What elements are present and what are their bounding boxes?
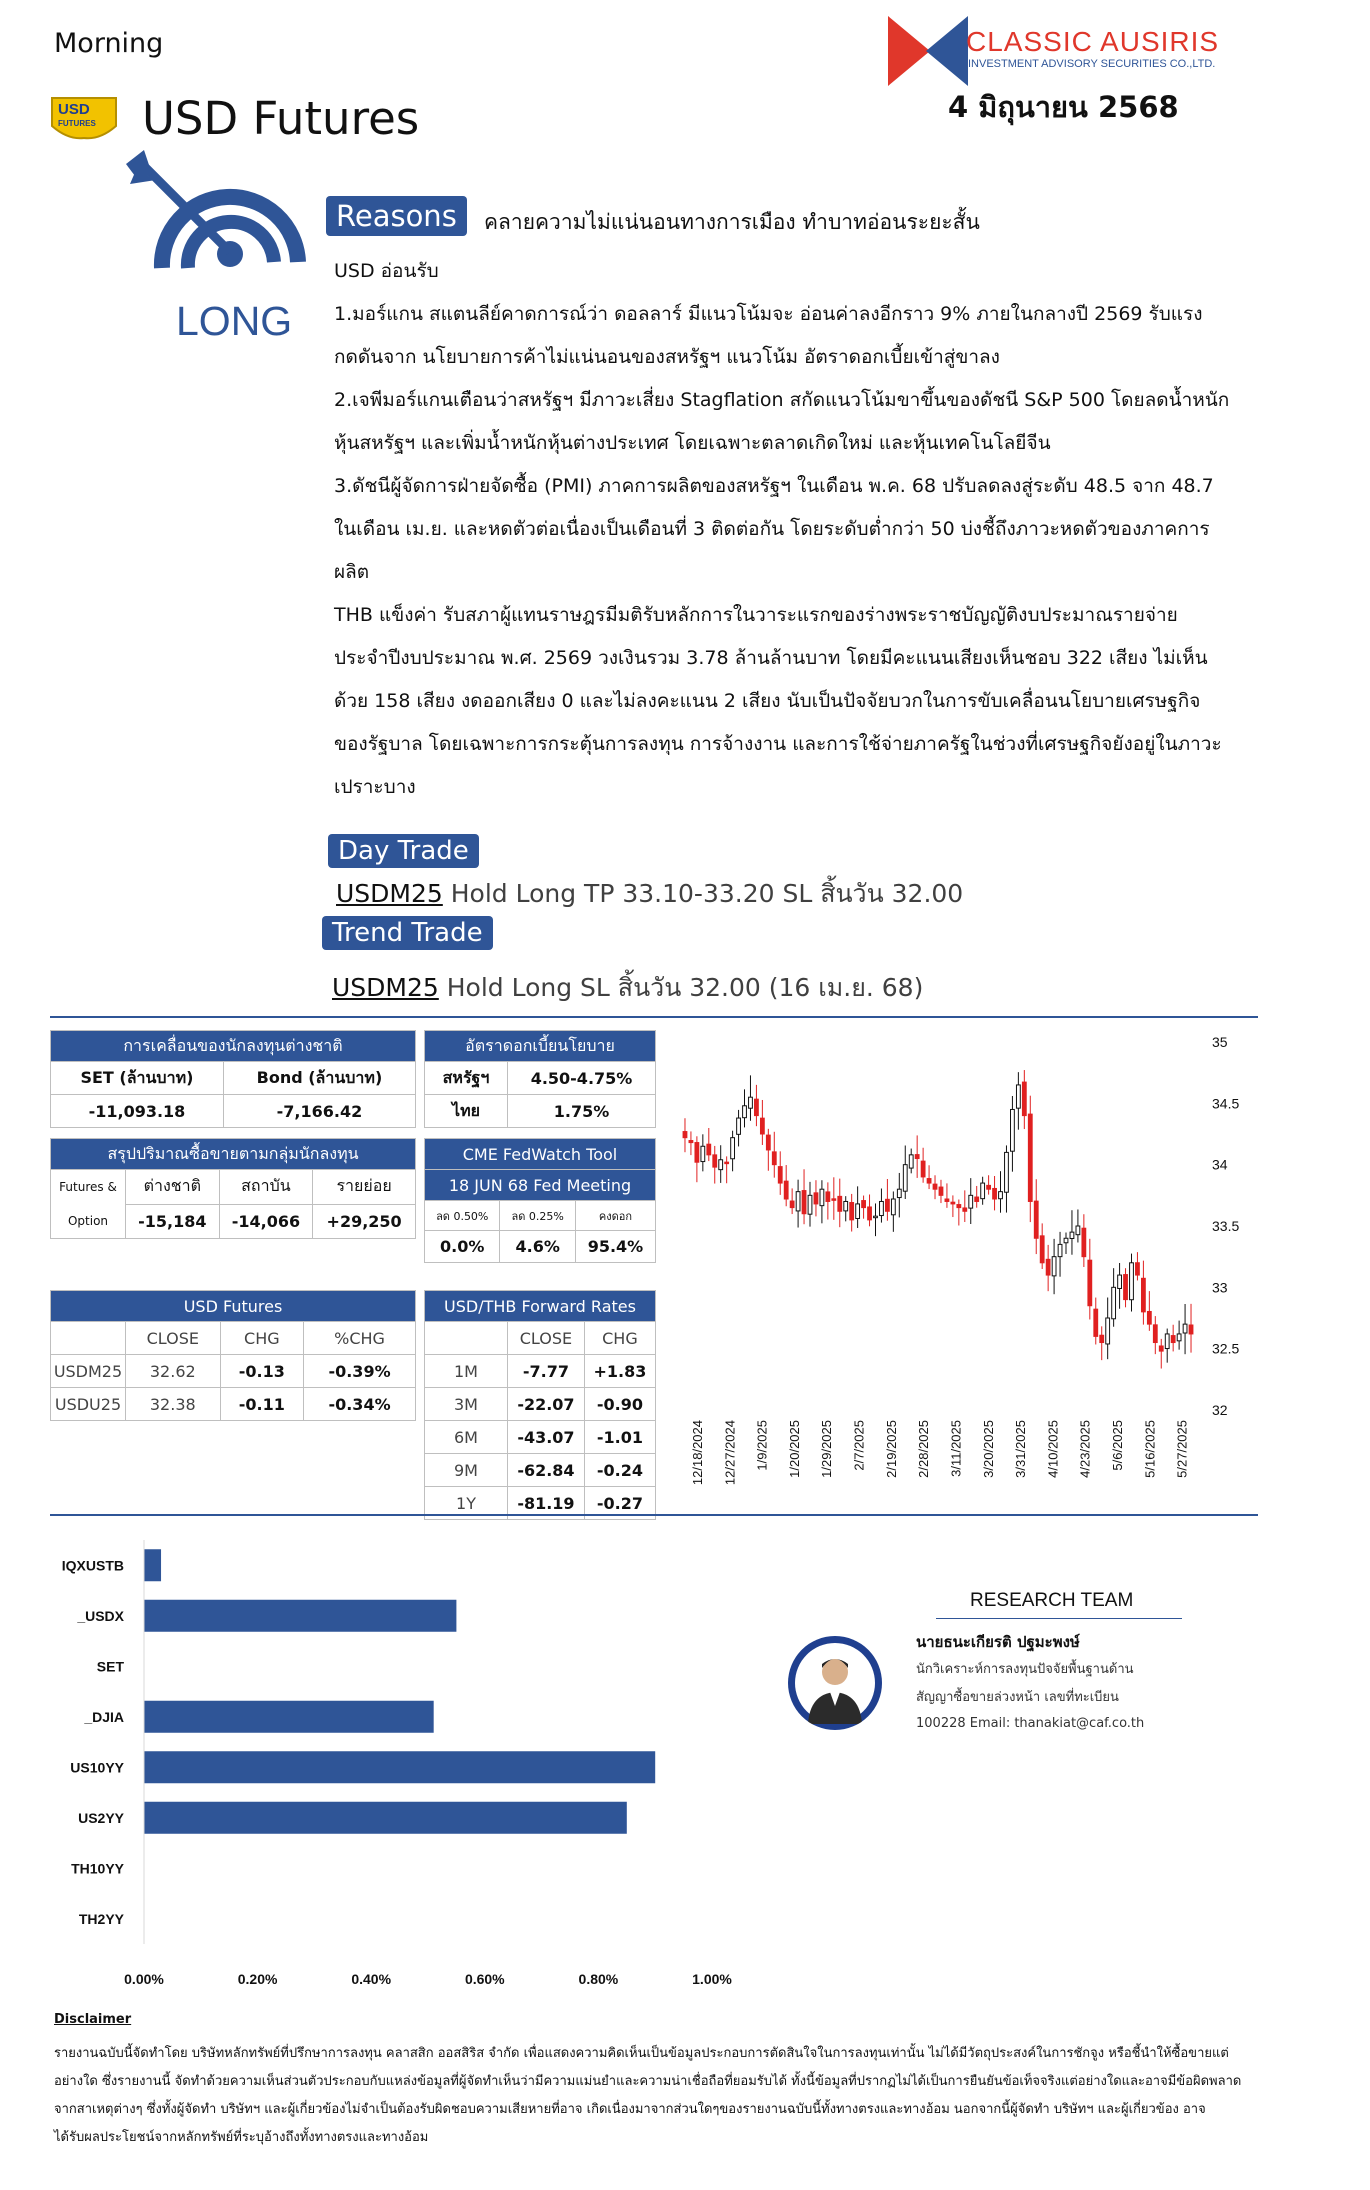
candle-body: [1165, 1334, 1169, 1349]
candle-body: [725, 1162, 729, 1164]
hold-value: 95.4%: [575, 1231, 655, 1263]
cut50-value: 0.0%: [425, 1231, 500, 1263]
candle-body: [945, 1199, 949, 1201]
reasons-body: [334, 250, 1334, 809]
disclaimer-title: Disclaimer: [54, 2012, 132, 2027]
chg-header: CHG: [220, 1322, 304, 1355]
candle-body: [921, 1161, 925, 1177]
candle-body: [850, 1203, 854, 1220]
reasons-label: Reasons: [326, 196, 467, 236]
reason-line: USD อ่อนรับ: [334, 260, 439, 282]
candle-body: [1183, 1324, 1187, 1333]
day-trade-text: Hold Long TP 33.10-33.20 SL สิ้นวัน 32.00: [442, 879, 964, 908]
candle-body: [1147, 1311, 1151, 1324]
bar-category-label: _USDX: [77, 1607, 124, 1624]
candle-body: [1171, 1336, 1175, 1343]
edition-label: Morning: [54, 28, 164, 59]
x-tick-label: 0.60%: [464, 1971, 505, 1987]
research-title-underline: [936, 1618, 1182, 1619]
pctchg-header: %CHG: [304, 1322, 416, 1355]
candle-body: [802, 1191, 806, 1214]
chg-header: CHG: [584, 1322, 655, 1355]
candle-body: [820, 1189, 824, 1205]
candle-body: [909, 1155, 913, 1168]
x-tick-label: 1.00%: [692, 1971, 732, 1987]
candle-body: [933, 1184, 937, 1189]
candle-body: [1052, 1257, 1056, 1276]
chg-cell: -0.90: [584, 1388, 655, 1421]
retail-header: รายย่อย: [313, 1170, 416, 1205]
target-dart-icon: [126, 150, 306, 275]
bar-category-label: US2YY: [78, 1809, 124, 1826]
bar: [144, 1600, 456, 1632]
close-cell: -81.19: [508, 1487, 585, 1520]
close-cell: -62.84: [508, 1454, 585, 1487]
candle-body: [784, 1181, 788, 1199]
candle-body: [897, 1189, 901, 1197]
y-tick-label: 32.5: [1212, 1340, 1240, 1357]
candle-body: [796, 1192, 800, 1211]
report-date: 4 มิถุนายน 2568: [948, 90, 1179, 124]
bar: [144, 1802, 627, 1834]
svg-text:FUTURES: FUTURES: [58, 119, 96, 128]
candle-body: [1189, 1325, 1193, 1334]
reason-line: ของรัฐบาล โดยเฉพาะการกระตุ้นการลงทุน การจ้างงาน และการใช้จ่ายภาครัฐในช่วงที่เศรษฐกิจยังอยู่ในภาวะ: [334, 733, 1222, 755]
reason-line: ประจำปีงบประมาณ พ.ศ. 2569 วงเงินรวม 3.78 ล้านล้านบาท โดยมีคะแนนเสียงเห็นชอบ 322 เสียง ไม่เห็น: [334, 647, 1208, 669]
candle-body: [856, 1204, 860, 1219]
x-tick-label: 5/6/2025: [1110, 1420, 1126, 1471]
candle-body: [1088, 1260, 1092, 1306]
candle-body: [826, 1192, 830, 1202]
chg-cell: +1.83: [584, 1355, 655, 1388]
analyst-role-line1: นักวิเคราะห์การลงทุนปัจจัยพื้นฐานด้าน: [916, 1662, 1134, 1677]
tenor-cell: 3M: [425, 1388, 508, 1421]
candle-body: [1124, 1275, 1128, 1300]
trend-trade-recommendation: [332, 968, 923, 1008]
th-rate: 1.75%: [508, 1095, 656, 1128]
y-tick-label: 32: [1212, 1402, 1228, 1418]
candle-body: [862, 1201, 866, 1208]
pctchg-cell: -0.39%: [304, 1355, 416, 1388]
analyst-avatar: [788, 1636, 882, 1730]
candle-body: [1028, 1114, 1032, 1201]
disclaimer-body: [54, 2040, 1314, 2152]
chg-cell: -0.11: [220, 1388, 304, 1421]
candle-body: [1100, 1335, 1104, 1342]
candle-body: [1118, 1275, 1122, 1288]
page-title: USD Futures: [142, 92, 420, 145]
company-logo-icon: [888, 16, 968, 86]
research-team-title: RESEARCH TEAM: [970, 1590, 1134, 1611]
close-cell: -22.07: [508, 1388, 585, 1421]
chg-cell: -0.13: [220, 1355, 304, 1388]
x-tick-label: 5/27/2025: [1174, 1420, 1190, 1478]
policy-rate-table: [424, 1030, 656, 1128]
chg-cell: -0.27: [584, 1487, 655, 1520]
candle-body: [999, 1192, 1003, 1199]
chg-cell: -1.01: [584, 1421, 655, 1454]
candle-body: [987, 1185, 991, 1189]
candle-body: [874, 1216, 878, 1218]
analyst-contact: 100228 Email: thanakiat@caf.co.th: [916, 1716, 1145, 1731]
foreign-flow-table: [50, 1030, 416, 1128]
day-trade-symbol: USDM25: [336, 879, 443, 908]
x-tick-label: 0.00%: [124, 1971, 164, 1987]
candle-body: [885, 1199, 889, 1211]
y-tick-label: 34.5: [1212, 1095, 1240, 1112]
x-tick-label: 0.20%: [237, 1971, 278, 1987]
y-tick-label: 33.5: [1212, 1218, 1240, 1234]
candle-body: [1094, 1309, 1098, 1336]
x-tick-label: 2/7/2025: [851, 1420, 867, 1471]
candle-body: [1106, 1318, 1110, 1344]
candle-body: [975, 1197, 979, 1201]
investor-summary-title: สรุปปริมาณซื้อขายตามกลุ่มนักลงทุน: [51, 1139, 416, 1170]
us-label: สหรัฐฯ: [425, 1062, 508, 1095]
candle-body: [1070, 1232, 1074, 1238]
day-trade-label: Day Trade: [328, 834, 479, 868]
foreign-header: ต่างชาติ: [126, 1170, 220, 1205]
close-cell: -7.77: [508, 1355, 585, 1388]
x-tick-label: 12/18/2024: [690, 1420, 705, 1486]
table-row: [51, 1388, 416, 1421]
x-tick-label: 12/27/2024: [722, 1420, 738, 1486]
tenor-cell: 1Y: [425, 1487, 508, 1520]
x-tick-label: 4/10/2025: [1045, 1420, 1061, 1478]
reason-line: ผลิต: [334, 561, 370, 583]
x-tick-label: 0.40%: [351, 1971, 392, 1987]
x-tick-label: 2/19/2025: [883, 1420, 899, 1478]
candle-body: [1005, 1152, 1009, 1192]
candle-body: [1177, 1334, 1181, 1341]
tenor-cell: 6M: [425, 1421, 508, 1454]
candle-body: [927, 1179, 931, 1184]
section-divider: [50, 1514, 1258, 1516]
bar-category-label: SET: [96, 1658, 124, 1675]
hold-header: คงดอก: [575, 1201, 655, 1231]
reason-line: ด้วย 158 เสียง งดออกเสียง 0 และไม่ลงคะแนน 2 เสียง นับเป็นปัจจัยบวกในการขับเคลื่อนนโยบายเศรษฐกิจ: [334, 690, 1201, 712]
x-tick-label: 3/31/2025: [1013, 1420, 1029, 1478]
section-divider: [50, 1016, 1258, 1018]
candle-body: [695, 1143, 699, 1163]
x-tick-label: 1/20/2025: [786, 1420, 802, 1478]
fedwatch-meeting: 18 JUN 68 Fed Meeting: [425, 1170, 656, 1201]
bar-category-label: TH10YY: [71, 1860, 124, 1877]
candle-body: [993, 1188, 997, 1199]
candle-body: [1022, 1082, 1026, 1116]
foreign-value: -15,184: [126, 1204, 220, 1239]
reason-line: 3.ดัชนีผู้จัดการฝ่ายจัดซื้อ (PMI) ภาคการผลิตของสหรัฐฯ ในเดือน พ.ค. 68 ปรับลดลงสู่ระดับ 48.5 จาก 48.7: [334, 475, 1214, 497]
bond-header: Bond (ล้านบาท): [223, 1062, 415, 1095]
x-tick-label: 1/9/2025: [754, 1420, 770, 1471]
candle-body: [1040, 1236, 1044, 1263]
foreign-flow-title: การเคลื่อนของนักลงทุนต่างชาติ: [51, 1031, 416, 1062]
fedwatch-title: CME FedWatch Tool: [425, 1139, 656, 1170]
close-header: CLOSE: [126, 1322, 221, 1355]
bar: [144, 1549, 161, 1581]
candle-body: [1076, 1226, 1080, 1235]
candle-body: [957, 1205, 961, 1208]
disclaimer-line: อย่างใด ซึ่งรายงานนี้ จัดทำด้วยความเห็นส่วนตัวประกอบกับแหล่งข้อมูลที่ผู้จัดทำเห็นว่ามีความแม่นยำและความน่าเชื่อถือที่ยอมรับได้ ทั้งนี้ข้อมูลที่ปรากฏไม่ได้เป็นการยืนยันข้อเท็จจริงแต่อย่างใดและอาจมีข้อผิดพลาด: [54, 2074, 1242, 2089]
th-label: ไทย: [425, 1095, 508, 1128]
candle-body: [683, 1132, 687, 1138]
candle-body: [1153, 1325, 1157, 1343]
close-cell: 32.62: [126, 1355, 221, 1388]
reason-line: กดดันจาก นโยบายการค้าไม่แน่นอนของสหรัฐฯ แนวโน้ม อัตราดอกเบี้ยเข้าสู่ขาลง: [334, 346, 1000, 368]
trend-trade-label: Trend Trade: [322, 916, 493, 950]
tenor-cell: 9M: [425, 1454, 508, 1487]
disclaimer-line: ได้รับผลประโยชน์จากหลักทรัพย์ที่ระบุอ้างถึงทั้งทางตรงและทางอ้อม: [54, 2130, 429, 2145]
chg-cell: -0.24: [584, 1454, 655, 1487]
institution-header: สถาบัน: [219, 1170, 313, 1205]
y-tick-label: 33: [1212, 1279, 1228, 1296]
candle-body: [868, 1207, 872, 1220]
candle-body: [737, 1118, 741, 1134]
reason-line: หุ้นสหรัฐฯ และเพิ่มน้ำหนักหุ้นต่างประเทศ โดยเฉพาะตลาดเกิดใหม่ และหุ้นเทคโนโลยีจีน: [334, 432, 1051, 454]
contract-cell: USDM25: [51, 1355, 126, 1388]
candle-body: [749, 1097, 753, 1108]
x-tick-label: 4/23/2025: [1077, 1420, 1093, 1478]
candle-body: [838, 1196, 842, 1211]
bar-category-label: TH2YY: [78, 1910, 124, 1927]
analyst-role-line2: สัญญาซื้อขายล่วงหน้า เลขที่ทะเบียน: [916, 1690, 1119, 1705]
cut50-header: ลด 0.50%: [425, 1201, 500, 1231]
bar: [144, 1751, 655, 1783]
candle-body: [790, 1201, 794, 1208]
candle-body: [814, 1193, 818, 1204]
trend-trade-text: Hold Long SL สิ้นวัน 32.00 (16 เม.ย. 68): [438, 973, 924, 1002]
svg-text:USD: USD: [58, 101, 90, 118]
reason-line: ในเดือน เม.ย. และหดตัวต่อเนื่องเป็นเดือนที่ 3 ติดต่อกัน โดยระดับต่ำกว่า 50 บ่งชี้ถึงภาวะหดตัวของภาคการ: [334, 518, 1210, 540]
table-row: [425, 1454, 656, 1487]
y-tick-label: 35: [1212, 1034, 1228, 1050]
candle-body: [707, 1144, 711, 1155]
company-subtitle: INVESTMENT ADVISORY SECURITIES CO.,LTD.: [968, 58, 1216, 70]
candle-body: [915, 1155, 919, 1159]
candle-body: [766, 1135, 770, 1150]
candle-body: [1046, 1259, 1050, 1275]
candle-body: [969, 1195, 973, 1208]
market-change-bar-chart: [40, 1526, 780, 1996]
trend-trade-symbol: USDM25: [332, 973, 439, 1002]
candle-body: [891, 1199, 895, 1215]
usd-futures-logo-icon: [50, 96, 118, 140]
x-tick-label: 2/28/2025: [916, 1420, 932, 1478]
candle-body: [981, 1183, 985, 1199]
candle-body: [1064, 1238, 1068, 1243]
cut25-header: ลด 0.25%: [500, 1201, 575, 1231]
candle-body: [832, 1199, 836, 1201]
analyst-name: นายธนะเกียรติ ปฐมะพงษ์: [916, 1633, 1080, 1651]
tenor-cell: 1M: [425, 1355, 508, 1388]
forward-rates-table: [424, 1290, 656, 1520]
usd-futures-title: USD Futures: [51, 1291, 416, 1322]
candle-body: [844, 1201, 848, 1210]
candle-body: [808, 1195, 812, 1214]
disclaimer-line: รายงานฉบับนี้จัดทำโดย บริษัทหลักทรัพย์ที่ปรึกษาการลงทุน คลาสสิก ออสสิริส จำกัด เพื่อแสดงความคิดเห็นเป็นข้อมูลประกอบการตัดสินใจในการลงทุนเท่านั้น ไม่ได้มีวัตถุประสงค์ในการชักจูง หรือชี้นำให้ซื้อขายแต่: [54, 2046, 1229, 2061]
day-trade-recommendation: [336, 874, 963, 914]
contract-cell: USDU25: [51, 1388, 126, 1421]
candle-body: [903, 1165, 907, 1192]
cut25-value: 4.6%: [500, 1231, 575, 1263]
candle-body: [1159, 1346, 1163, 1351]
candle-body: [1130, 1263, 1134, 1300]
bar-category-label: IQXUSTB: [61, 1557, 124, 1574]
candle-body: [689, 1141, 693, 1143]
candle-body: [1034, 1201, 1038, 1238]
x-tick-label: 1/29/2025: [819, 1420, 835, 1478]
candle-body: [1082, 1228, 1086, 1256]
candle-body: [951, 1202, 955, 1204]
reason-line: 2.เจพีมอร์แกนเตือนว่าสหรัฐฯ มีภาวะเสี่ยง Stagflation สกัดแนวโน้มขาขึ้นของดัชนี S&P 500 โดยลดน้ำหนัก: [334, 389, 1230, 411]
forward-rates-title: USD/THB Forward Rates: [425, 1291, 656, 1322]
candle-body: [755, 1099, 759, 1115]
close-cell: 32.38: [126, 1388, 221, 1421]
candle-body: [701, 1146, 705, 1161]
usd-futures-table: [50, 1290, 416, 1421]
reason-line: THB แข็งค่า รับสภาผู้แทนราษฎรมีมติรับหลักการในวาระแรกของร่างพระราชบัญญัติงบประมาณรายจ่าย: [334, 604, 1178, 626]
col-blank: [425, 1322, 508, 1355]
x-tick-label: 3/20/2025: [980, 1420, 996, 1478]
candle-body: [778, 1167, 782, 1183]
pctchg-cell: -0.34%: [304, 1388, 416, 1421]
reasons-headline: คลายความไม่แน่นอนทางการเมือง ทำบาทอ่อนระยะสั้น: [484, 210, 980, 234]
candle-body: [713, 1155, 717, 1167]
reason-line: 1.มอร์แกน สแตนลีย์คาดการณ์ว่า ดอลลาร์ มีแนวโน้มจะ อ่อนค่าลงอีกราว 9% ภายในกลางปี 2569 รับแรง: [334, 303, 1203, 325]
candle-body: [719, 1160, 723, 1170]
bar: [144, 1701, 434, 1733]
bar-category-label: _DJIA: [84, 1708, 124, 1725]
candle-body: [731, 1138, 735, 1159]
col-blank: [51, 1322, 126, 1355]
candle-body: [1112, 1287, 1116, 1318]
bond-value: -7,166.42: [223, 1095, 415, 1128]
candle-body: [1058, 1244, 1062, 1256]
disclaimer-line: จากสาเหตุต่างๆ ซึ่งทั้งผู้จัดทำ บริษัทฯ และผู้เกี่ยวข้องไม่จำเป็นต้องรับผิดชอบความเสียหายที่อาจ เกิดเนื่องมาจากส่วนใดๆของรายงานฉบับนี้ทั้งทางตรงและทางอ้อม นอกจากนี้ผู้จัดทำ บริษัทฯ และผู้เกี่ยวข้อง อาจ: [54, 2102, 1206, 2117]
option-label: Option: [67, 1214, 109, 1228]
usdthb-candlestick-chart: [664, 1022, 1264, 1514]
x-tick-label: 3/11/2025: [948, 1420, 964, 1477]
close-cell: -43.07: [508, 1421, 585, 1454]
reason-line: เปราะบาง: [334, 776, 416, 798]
set-value: -11,093.18: [51, 1095, 224, 1128]
futures-label: Futures &: [59, 1180, 117, 1194]
x-tick-label: 0.80%: [578, 1971, 619, 1987]
policy-rate-title: อัตราดอกเบี้ยนโยบาย: [425, 1031, 656, 1062]
investor-summary-table: [50, 1138, 416, 1239]
fedwatch-table: [424, 1138, 656, 1263]
retail-value: +29,250: [313, 1204, 416, 1239]
x-tick-label: 5/16/2025: [1142, 1420, 1158, 1478]
candle-body: [1016, 1085, 1020, 1108]
table-row: [425, 1388, 656, 1421]
table-row: [425, 1421, 656, 1454]
candle-body: [1141, 1278, 1145, 1312]
institution-value: -14,066: [219, 1204, 313, 1239]
candle-body: [1011, 1109, 1015, 1151]
us-rate: 4.50-4.75%: [508, 1062, 656, 1095]
y-tick-label: 34: [1212, 1156, 1228, 1173]
candle-body: [760, 1118, 764, 1134]
table-row: [51, 1355, 416, 1388]
bar-category-label: US10YY: [70, 1759, 124, 1776]
candle-body: [939, 1187, 943, 1195]
position-label: LONG: [176, 298, 293, 344]
company-name: CLASSIC AUSIRIS: [966, 26, 1220, 57]
table-row: [425, 1355, 656, 1388]
set-header: SET (ล้านบาท): [51, 1062, 224, 1095]
candle-body: [880, 1201, 884, 1215]
candle-body: [963, 1208, 967, 1211]
close-header: CLOSE: [508, 1322, 585, 1355]
candle-body: [772, 1152, 776, 1165]
candle-body: [1136, 1263, 1140, 1275]
candle-body: [743, 1106, 747, 1118]
